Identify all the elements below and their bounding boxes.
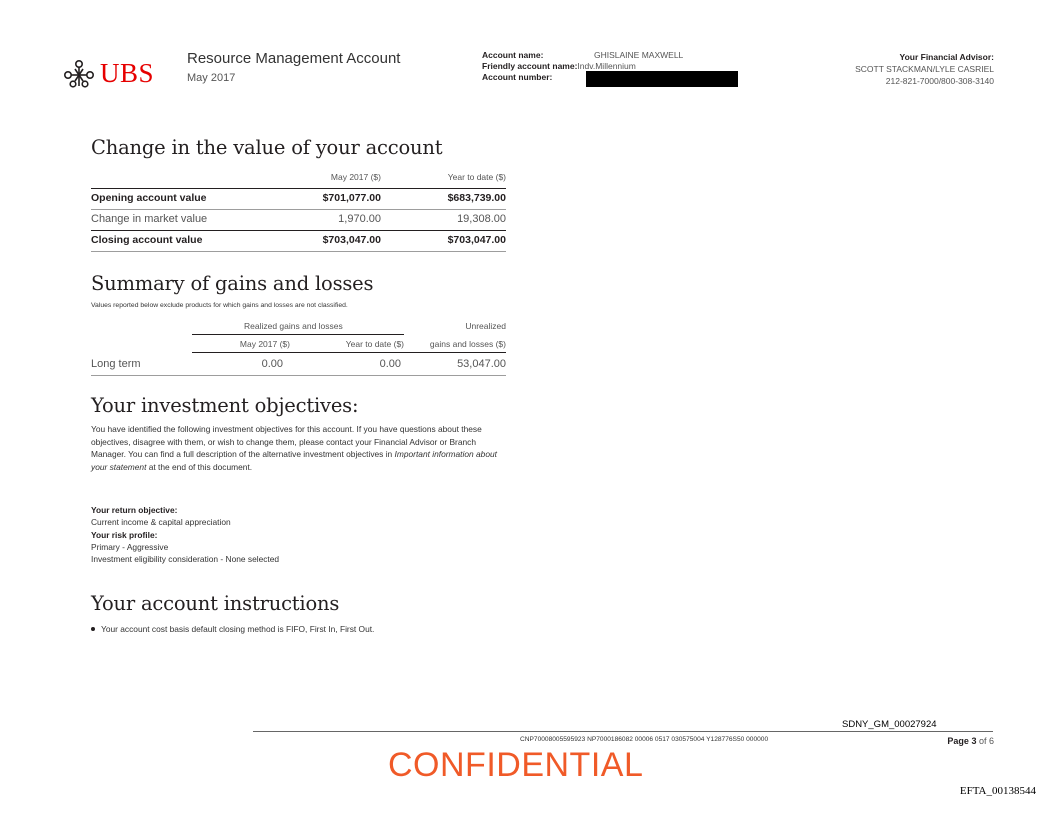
col-ytd-header: Year to date ($): [447, 172, 506, 182]
unrealized-header-1: Unrealized: [465, 321, 506, 331]
friendly-name-label: Friendly account name:: [482, 61, 578, 71]
footer-code: CNP70008005595923 NP7000186082 00006 0517 030575004 Y128776S50 000000: [520, 736, 769, 743]
ubs-logo: [62, 58, 154, 88]
risk-profile-label: Your risk profile:: [91, 529, 158, 540]
col-month-header: May 2017 ($): [330, 172, 381, 182]
ubs-logo-text: UBS: [100, 57, 155, 88]
page-current: 3: [971, 736, 977, 746]
change-table: [91, 167, 506, 251]
long-term-ytd: 0.00: [379, 358, 401, 370]
instructions-heading: Your account instructions: [91, 592, 340, 615]
row-ytd-value: $703,047.00: [447, 234, 506, 246]
statement-date: May 2017: [187, 72, 236, 84]
redaction-box: [586, 71, 738, 87]
eligibility-text: Investment eligibility consideration - None selected: [91, 554, 280, 565]
objectives-paragraph: [91, 423, 511, 473]
risk-profile-value: Primary - Aggressive: [91, 541, 169, 552]
financial-advisor: [855, 51, 994, 87]
instruction-bullet: [91, 624, 374, 634]
objectives-details: [91, 504, 279, 565]
advisor-phone: 212-821-7000/800-308-3140: [885, 76, 994, 86]
friendly-name-value: Indv.Millennium: [577, 61, 636, 71]
change-header-row: [91, 167, 506, 188]
account-name-label: Account name:: [482, 50, 544, 60]
row-ytd-value: 19,308.00: [457, 213, 506, 225]
efta-number: EFTA_00138544: [959, 785, 1036, 797]
row-month-value: $701,077.00: [322, 192, 381, 204]
advisor-label: Your Financial Advisor:: [899, 52, 994, 62]
gains-note: Values reported below exclude products for which gains and losses are not classified.: [91, 302, 348, 309]
table-row: [91, 209, 506, 230]
objectives-text-a: You have identified the following investment objectives for this account. If you have questions about these objectives, disagree with them, or wish to change them, please contact your Financial Advisor or Branch Manager. You can find a full description of the alternative investment objectives in: [91, 424, 482, 459]
long-term-unrealized: 53,047.00: [457, 358, 506, 370]
footer-divider: [253, 731, 993, 732]
long-term-month: 0.00: [261, 358, 283, 370]
row-month-value: 1,970.00: [338, 213, 381, 225]
advisor-names: SCOTT STACKMAN/LYLE CASRIEL: [855, 64, 994, 74]
table-row: [91, 230, 506, 251]
realized-ytd-header: Year to date ($): [345, 339, 404, 349]
row-ytd-value: $683,739.00: [447, 192, 506, 204]
page-number: [947, 736, 994, 746]
realized-month-header: May 2017 ($): [239, 339, 290, 349]
long-term-label: Long term: [91, 358, 141, 370]
objectives-text-italic: Important information about your statement: [91, 449, 497, 472]
gains-heading: Summary of gains and losses: [91, 272, 374, 295]
row-month-value: $703,047.00: [322, 234, 381, 246]
account-number-label: Account number:: [482, 72, 553, 82]
objectives-heading: Your investment objectives:: [91, 394, 359, 417]
change-heading: Change in the value of your account: [91, 136, 443, 159]
account-info: [482, 50, 684, 83]
table-row: [91, 188, 506, 209]
ubs-keys-icon: [62, 58, 96, 88]
return-objective-value: Current income & capital appreciation: [91, 517, 231, 528]
statement-title: Resource Management Account: [187, 50, 401, 67]
bates-number: SDNY_GM_00027924: [842, 719, 937, 730]
unrealized-header-2: gains and losses ($): [429, 339, 506, 349]
instruction-text: Your account cost basis default closing method is FIFO, First In, First Out.: [101, 624, 375, 634]
realized-header: Realized gains and losses: [244, 321, 343, 331]
row-label: Change in market value: [91, 213, 208, 225]
return-objective-label: Your return objective:: [91, 505, 178, 515]
row-label: Closing account value: [91, 234, 203, 246]
objectives-text-b: at the end of this document.: [146, 461, 253, 472]
account-name-value: GHISLAINE MAXWELL: [594, 50, 684, 60]
page-label: Page: [947, 736, 969, 746]
bullet-icon: [91, 627, 95, 631]
page-total: of 6: [978, 736, 994, 746]
confidential-stamp: CONFIDENTIAL: [388, 746, 644, 784]
row-label: Opening account value: [91, 192, 207, 204]
